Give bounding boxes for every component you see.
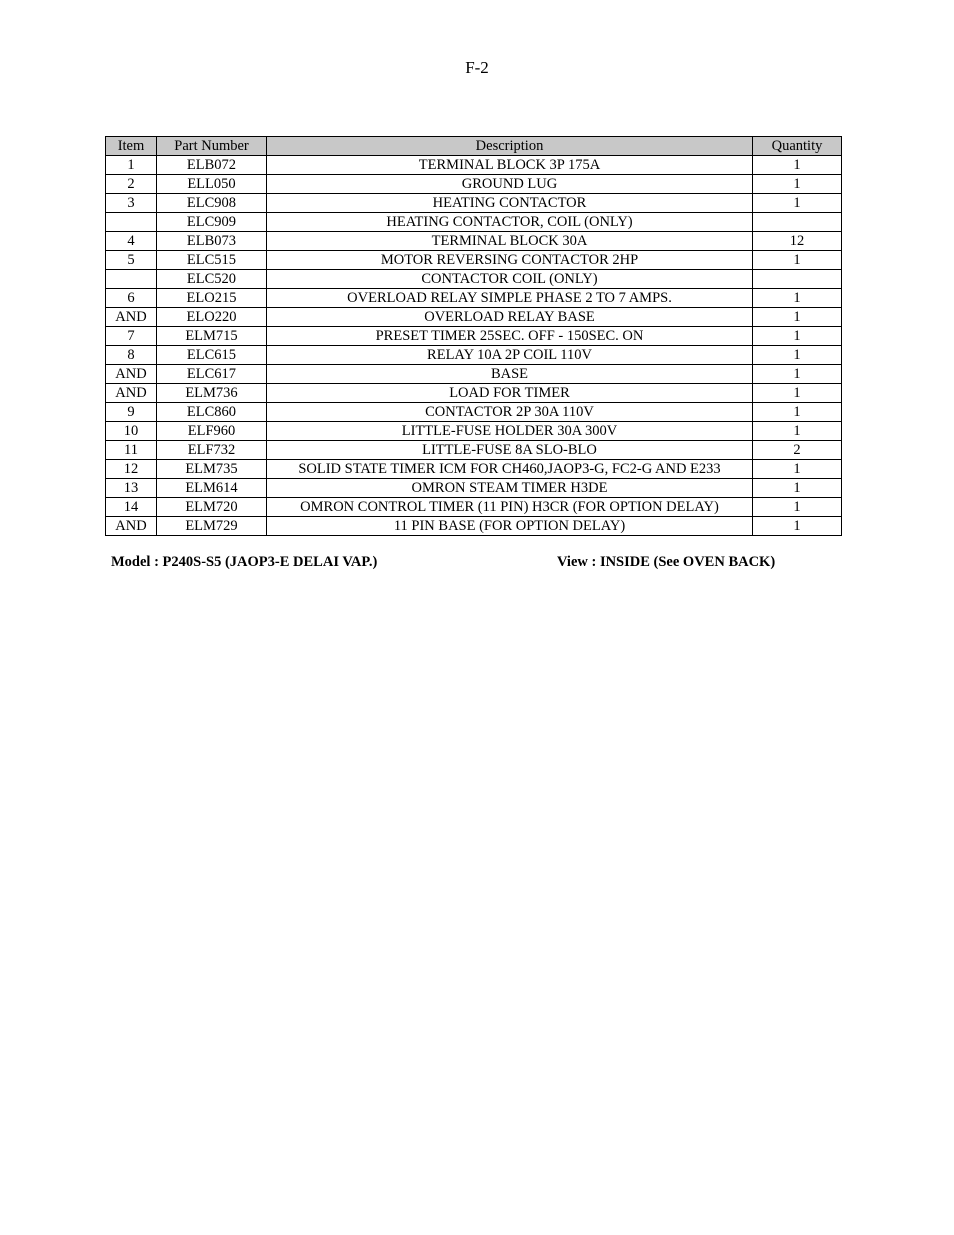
cell-quantity: 1 [753, 422, 842, 441]
cell-quantity: 1 [753, 194, 842, 213]
cell-item: 10 [106, 422, 157, 441]
cell-description: SOLID STATE TIMER ICM FOR CH460,JAOP3-G, FC2-G AND E233 [267, 460, 753, 479]
cell-description: MOTOR REVERSING CONTACTOR 2HP [267, 251, 753, 270]
cell-part-number: ELM614 [157, 479, 267, 498]
cell-item: 5 [106, 251, 157, 270]
cell-quantity: 1 [753, 156, 842, 175]
table-row [106, 327, 842, 346]
cell-part-number: ELM715 [157, 327, 267, 346]
cell-part-number: ELL050 [157, 175, 267, 194]
table-row [106, 251, 842, 270]
table-row [106, 346, 842, 365]
cell-item: 9 [106, 403, 157, 422]
table-row [106, 213, 842, 232]
cell-item: 2 [106, 175, 157, 194]
cell-item: 3 [106, 194, 157, 213]
table-row [106, 270, 842, 289]
cell-item: 11 [106, 441, 157, 460]
table-row [106, 441, 842, 460]
header-item: Item [106, 137, 157, 156]
cell-item: AND [106, 365, 157, 384]
cell-quantity: 1 [753, 365, 842, 384]
table-row [106, 365, 842, 384]
cell-item: AND [106, 384, 157, 403]
cell-item: 13 [106, 479, 157, 498]
cell-part-number: ELC617 [157, 365, 267, 384]
cell-quantity: 1 [753, 308, 842, 327]
cell-item: 14 [106, 498, 157, 517]
cell-description: PRESET TIMER 25SEC. OFF - 150SEC. ON [267, 327, 753, 346]
cell-description: TERMINAL BLOCK 30A [267, 232, 753, 251]
cell-description: HEATING CONTACTOR [267, 194, 753, 213]
cell-part-number: ELB072 [157, 156, 267, 175]
header-row [106, 137, 842, 156]
cell-quantity: 1 [753, 384, 842, 403]
cell-description: TERMINAL BLOCK 3P 175A [267, 156, 753, 175]
cell-part-number: ELC515 [157, 251, 267, 270]
cell-description: LITTLE-FUSE 8A SLO-BLO [267, 441, 753, 460]
cell-part-number: ELC615 [157, 346, 267, 365]
cell-quantity [753, 213, 842, 232]
page-number: F-2 [465, 58, 489, 77]
table-row [106, 156, 842, 175]
cell-item [106, 213, 157, 232]
table-row [106, 403, 842, 422]
table-row [106, 289, 842, 308]
table-row [106, 175, 842, 194]
cell-quantity: 12 [753, 232, 842, 251]
cell-part-number: ELO220 [157, 308, 267, 327]
cell-part-number: ELC860 [157, 403, 267, 422]
cell-item: 7 [106, 327, 157, 346]
table-row [106, 479, 842, 498]
parts-table [105, 136, 842, 536]
table-row [106, 460, 842, 479]
cell-part-number: ELM720 [157, 498, 267, 517]
header-part-number: Part Number [157, 137, 267, 156]
cell-item: AND [106, 517, 157, 536]
model-caption: Model : P240S-S5 (JAOP3-E DELAI VAP.) [111, 554, 378, 570]
cell-description: OVERLOAD RELAY SIMPLE PHASE 2 TO 7 AMPS. [267, 289, 753, 308]
cell-item: AND [106, 308, 157, 327]
cell-quantity: 1 [753, 327, 842, 346]
cell-description: OMRON CONTROL TIMER (11 PIN) H3CR (FOR OPTION DELAY) [267, 498, 753, 517]
cell-quantity: 1 [753, 403, 842, 422]
table-row [106, 498, 842, 517]
view-caption: View : INSIDE (See OVEN BACK) [557, 554, 776, 570]
table-row [106, 384, 842, 403]
cell-quantity: 1 [753, 289, 842, 308]
cell-part-number: ELM735 [157, 460, 267, 479]
cell-quantity: 1 [753, 251, 842, 270]
header-description: Description [267, 137, 753, 156]
cell-item: 12 [106, 460, 157, 479]
cell-quantity: 1 [753, 346, 842, 365]
cell-item: 6 [106, 289, 157, 308]
table-row [106, 232, 842, 251]
cell-description: OVERLOAD RELAY BASE [267, 308, 753, 327]
cell-item: 4 [106, 232, 157, 251]
cell-part-number: ELB073 [157, 232, 267, 251]
cell-quantity: 1 [753, 498, 842, 517]
cell-quantity [753, 270, 842, 289]
cell-part-number: ELC908 [157, 194, 267, 213]
table-row [106, 517, 842, 536]
header-quantity: Quantity [753, 137, 842, 156]
parts-table-body [106, 156, 842, 536]
table-row [106, 194, 842, 213]
cell-description: RELAY 10A 2P COIL 110V [267, 346, 753, 365]
cell-quantity: 1 [753, 460, 842, 479]
cell-part-number: ELC520 [157, 270, 267, 289]
cell-quantity: 1 [753, 175, 842, 194]
table-row [106, 422, 842, 441]
cell-part-number: ELO215 [157, 289, 267, 308]
cell-description: BASE [267, 365, 753, 384]
cell-description: LOAD FOR TIMER [267, 384, 753, 403]
cell-item: 8 [106, 346, 157, 365]
cell-item [106, 270, 157, 289]
cell-quantity: 1 [753, 517, 842, 536]
parts-table-header [106, 137, 842, 156]
cell-quantity: 1 [753, 479, 842, 498]
cell-description: OMRON STEAM TIMER H3DE [267, 479, 753, 498]
cell-description: CONTACTOR COIL (ONLY) [267, 270, 753, 289]
table-row [106, 308, 842, 327]
cell-part-number: ELC909 [157, 213, 267, 232]
cell-part-number: ELF732 [157, 441, 267, 460]
cell-description: HEATING CONTACTOR, COIL (ONLY) [267, 213, 753, 232]
cell-part-number: ELF960 [157, 422, 267, 441]
cell-description: LITTLE-FUSE HOLDER 30A 300V [267, 422, 753, 441]
cell-description: 11 PIN BASE (FOR OPTION DELAY) [267, 517, 753, 536]
cell-part-number: ELM736 [157, 384, 267, 403]
cell-description: CONTACTOR 2P 30A 110V [267, 403, 753, 422]
cell-description: GROUND LUG [267, 175, 753, 194]
cell-item: 1 [106, 156, 157, 175]
cell-part-number: ELM729 [157, 517, 267, 536]
cell-quantity: 2 [753, 441, 842, 460]
